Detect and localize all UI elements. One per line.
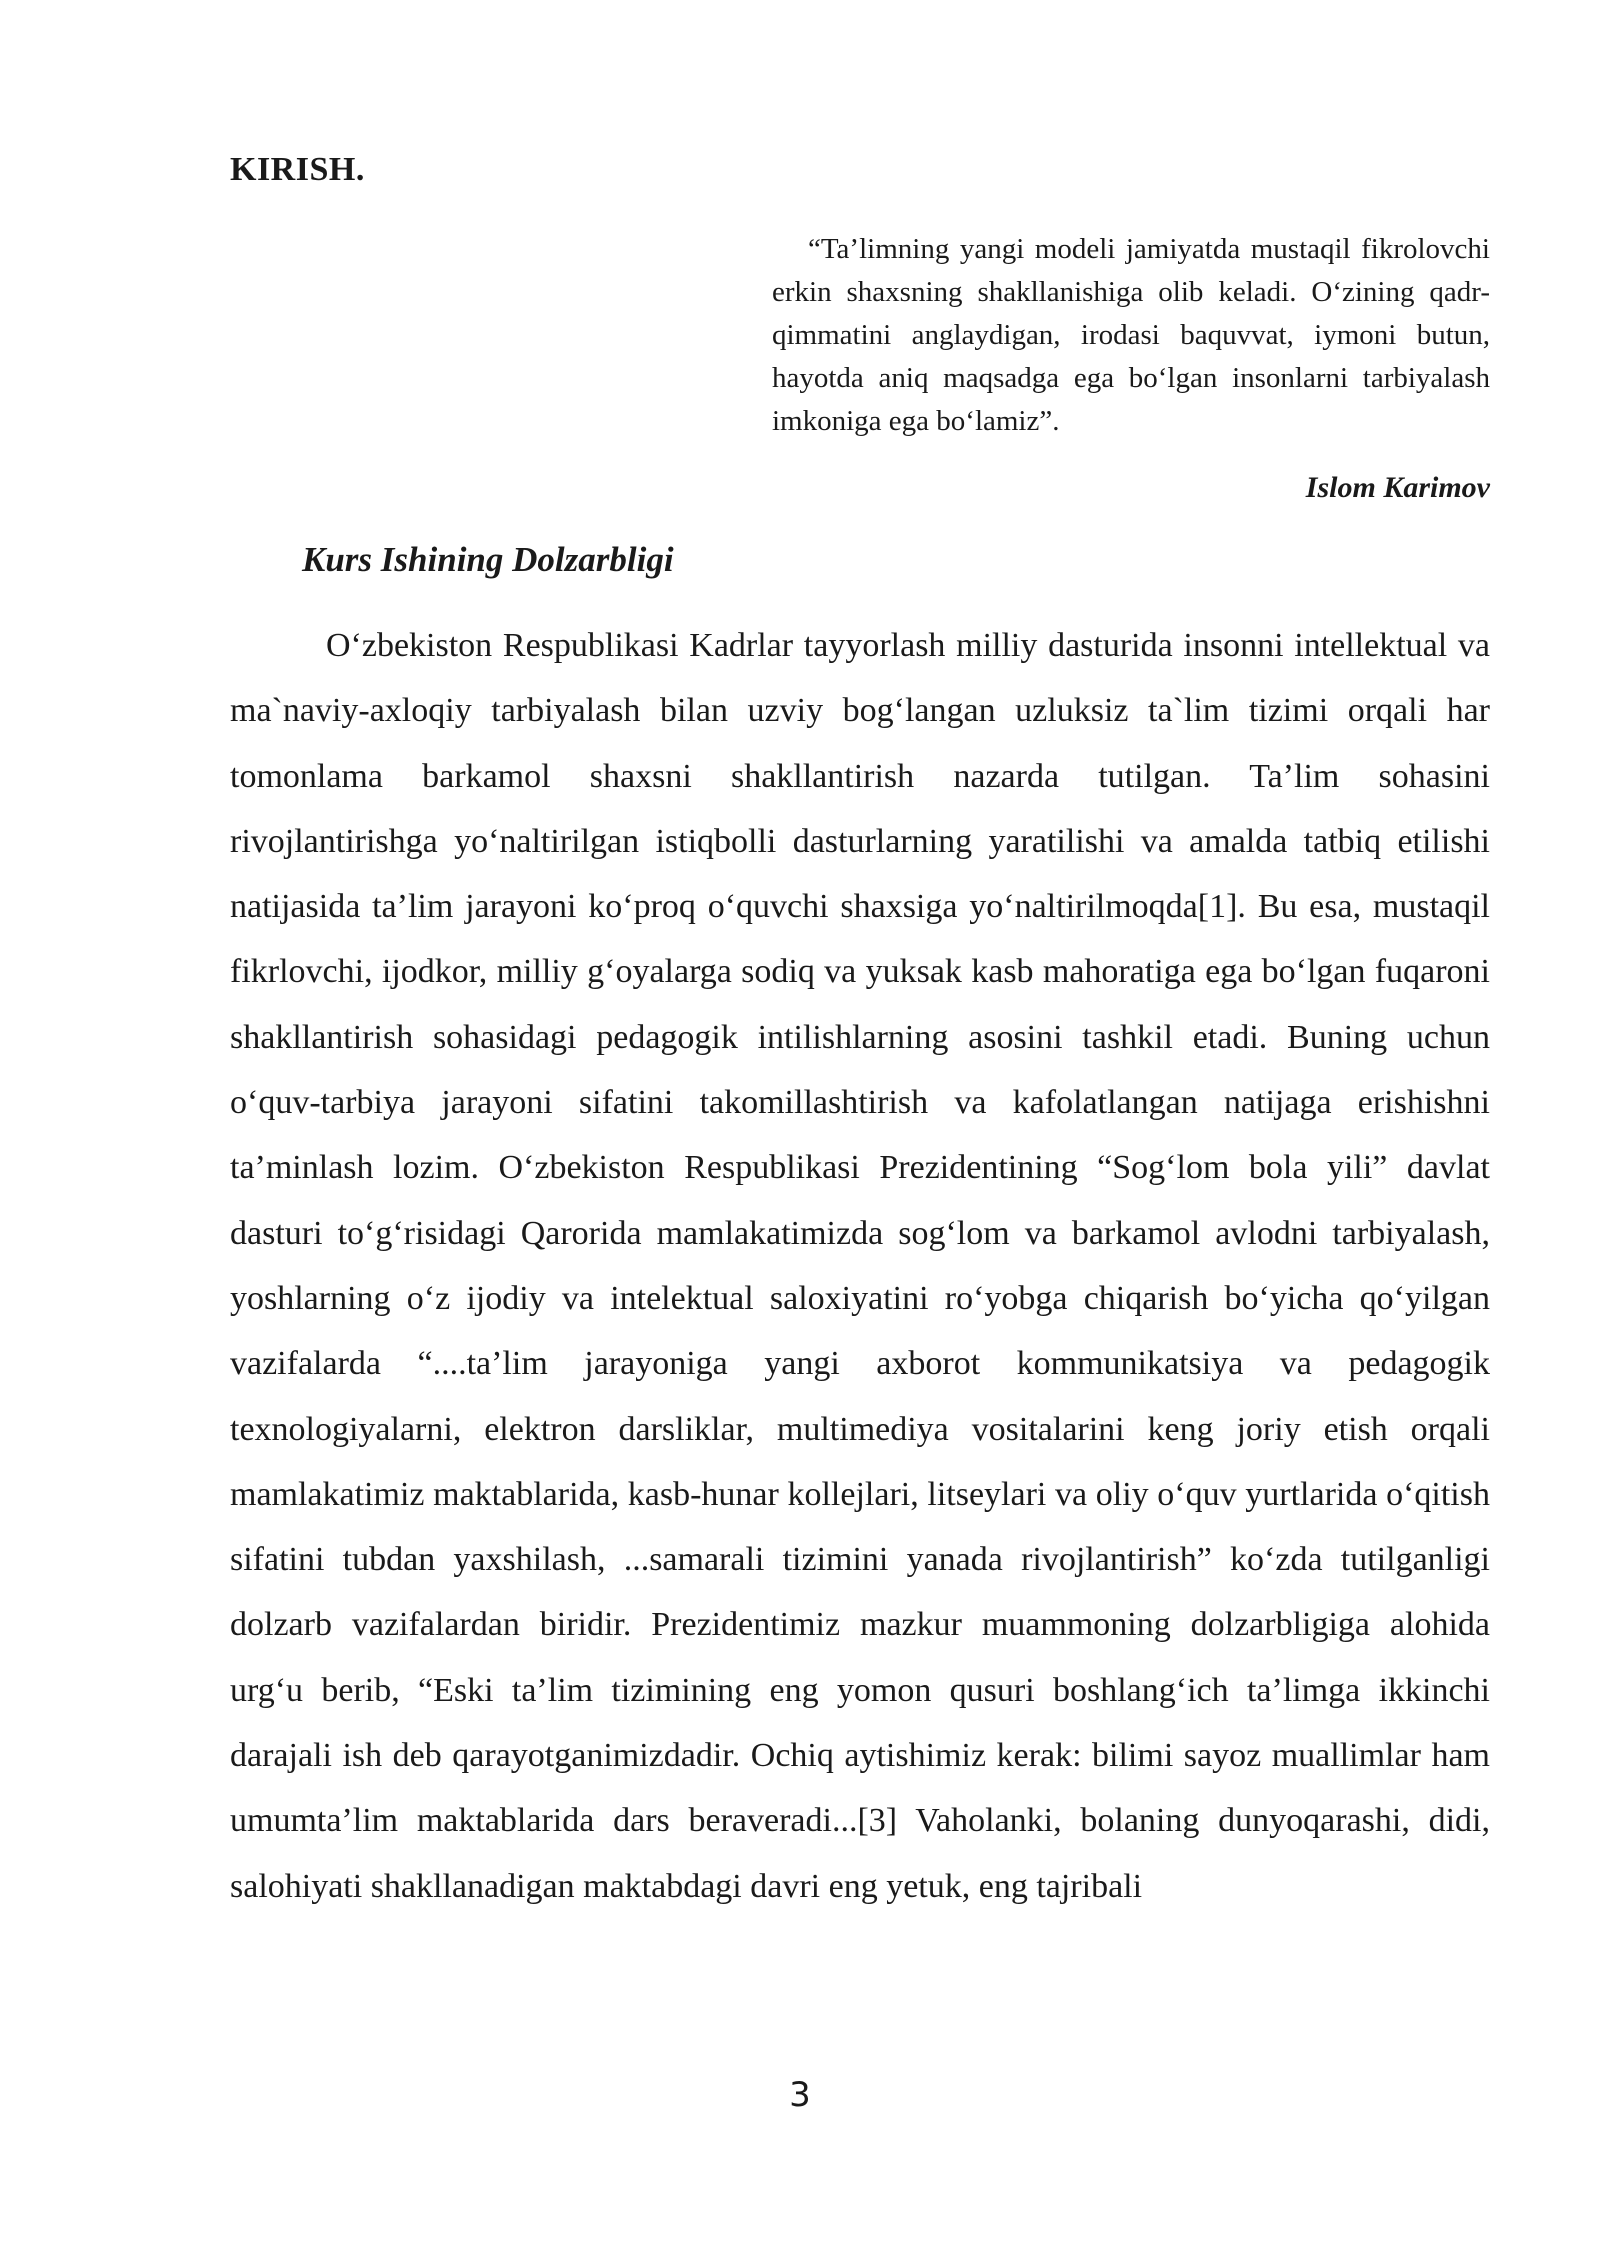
epigraph-author: Islom Karimov xyxy=(1305,471,1490,504)
body-paragraph: O‘zbekiston Respublikasi Kadrlar tayyorlash milliy dasturida insonni intellektual va ma`naviy-axloqiy tarbiyalash bilan uzviy bog‘langan uzluksiz ta`lim tizimi orqali har tomonlama barkamol shaxsni shakllantirish nazarda tutilgan. Ta’lim sohasini rivojlantirishga yo‘naltirilgan istiqbolli dasturlarning yaratilishi va amalda tatbiq etilishi natijasida ta’lim jarayoni ko‘proq o‘quvchi shaxsiga yo‘naltirilmoqda[1]. Bu esa, mustaqil fikrlovchi, ijodkor, milliy g‘oyalarga sodiq va yuksak kasb mahoratiga ega bo‘lgan fuqaroni shakllantirish sohasidagi pedagogik intilishlarning asosini tashkil etadi. Buning uchun o‘quv-tarbiya jarayoni sifatini takomillashtirish va kafolatlangan natijaga erishishni ta’minlash lozim. O‘zbekiston Respublikasi Prezidentining “Sog‘lom bola yili” davlat dasturi to‘g‘risidagi Qarorida mamlakatimizda sog‘lom va barkamol avlodni tarbiyalash, yoshlarning o‘z ijodiy va intelektual saloxiyatini ro‘yobga chiqarish bo‘yicha qo‘yilgan vazifalarda “....ta’lim jarayoniga yangi axborot kommunikatsiya va pedagogik texnologiyalarni, elektron darsliklar, multimediya vositalarini keng joriy etish orqali mamlakatimiz maktablarida, kasb-hunar kollejlari, litseylari va oliy o‘quv yurtlarida o‘qitish sifatini tubdan yaxshilash, ...samarali tizimini yanada rivojlantirish” ko‘zda tutilganligi dolzarb vazifalardan biridir. Prezidentimiz mazkur muammoning dolzarbligiga alohida urg‘u berib, “Eski ta’lim tizimining eng yomon qusuri boshlang‘ich ta’limga ikkinchi darajali ish deb qarayotganimizdadir. Ochiq aytishimiz kerak: bilimi sayoz muallimlar ham umumta’lim maktablarida dars beraveradi...[3] Vaholanki, bolaning dunyoqarashi, didi, salohiyati shakllanadigan maktabdagi davri eng yetuk, eng tajribali xyxy=(230,627,1490,1905)
section-title: Kurs Ishining Dolzarbligi xyxy=(302,540,674,579)
epigraph-quote: “Ta’limning yangi modeli jamiyatda mustaqil fikrolovchi erkin shaxsning shakllanishiga olib keladi. O‘zining qadr-qimmatini anglaydigan, irodasi baquvvat, iymoni butun, hayotda aniq maqsadga ega bo‘lgan insonlarni tarbiyalash imkoniga ega bo‘lamiz”. xyxy=(772,233,1490,437)
page-number: 3 xyxy=(789,2075,811,2115)
chapter-heading: KIRISH. xyxy=(230,151,365,188)
